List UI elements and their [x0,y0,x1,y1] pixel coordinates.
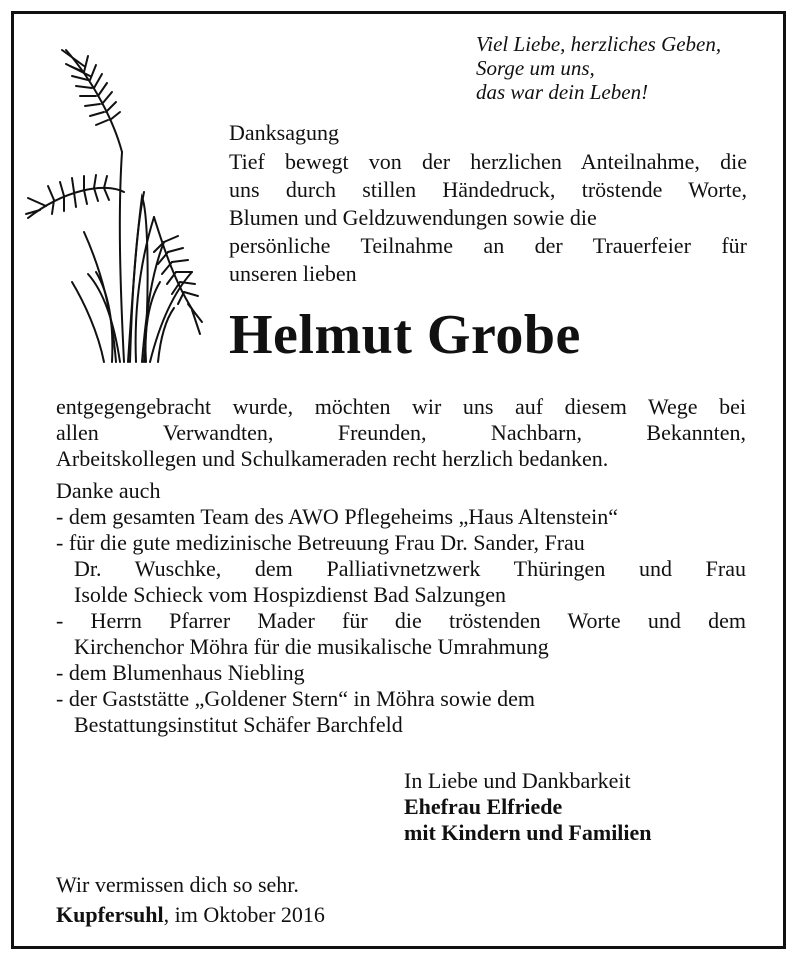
list-item-line: Bestattungsinstitut Schäfer Barchfeld [74,712,403,737]
intro-line: Tief bewegt von der herzlichen Anteilnahme, die [229,149,747,174]
intro-line: persönliche Teilnahme an der Trauerfeier für [229,233,747,258]
motto-line: Viel Liebe, herzliches Geben, [476,32,722,56]
deceased-name: Helmut Grobe [229,304,581,366]
place-name: Kupfersuhl [56,902,164,927]
main-paragraph [56,394,746,472]
heading-danksagung: Danksagung [229,120,339,145]
paragraph-line: Arbeitskollegen und Schulkameraden recht herzlich bedanken. [56,446,609,471]
list-item-line: - dem gesamten Team des AWO Pflegeheims „Haus Altenstein“ [56,504,619,529]
signature-line: mit Kindern und Familien [404,820,652,845]
paragraph-line: entgegengebracht wurde, möchten wir uns auf diesem Wege bei [56,394,746,419]
list-item-line: - für die gute medizinische Betreuung Frau Dr. Sander, Frau [56,530,585,555]
motto-line: Sorge um uns, [476,56,595,80]
signature-block [404,768,652,846]
signature-line: Ehefrau Elfriede [404,794,563,819]
intro-text [229,148,747,288]
intro-line: uns durch stillen Händedruck, tröstende Worte, [229,177,747,202]
thanks-list [56,478,746,738]
closing-line: Wir vermissen dich so sehr. [56,872,299,897]
date-text: , im Oktober 2016 [163,902,325,927]
motto-verse [476,32,721,104]
signature-line: In Liebe und Dankbarkeit [404,768,631,793]
paragraph-line: allen Verwandten, Freunden, Nachbarn, Bekannten, [56,420,746,445]
list-item-line: - dem Blumenhaus Niebling [56,660,305,685]
list-item-line: - Herrn Pfarrer Mader für die tröstenden Worte und dem [56,608,746,633]
wheat-stalks-icon [24,42,208,366]
closing-block [56,870,325,930]
thanks-intro: Danke auch [56,478,161,503]
list-item-line: - der Gaststätte „Goldener Stern“ in Möhra sowie dem [56,686,535,711]
intro-line: unseren lieben [229,261,357,286]
list-item-line: Dr. Wuschke, dem Palliativnetzwerk Thüringen und Frau [74,556,746,581]
list-item [56,504,746,530]
list-item [56,660,746,686]
list-item-line: Kirchenchor Möhra für die musikalische Umrahmung [74,634,549,659]
list-item-line: Isolde Schieck vom Hospizdienst Bad Salzungen [74,582,506,607]
motto-line: das war dein Leben! [476,80,649,104]
place-date-line [56,900,325,930]
intro-line: Blumen und Geldzuwendungen sowie die [229,205,597,230]
list-item [56,530,746,608]
list-item [56,686,746,738]
list-item [56,608,746,660]
